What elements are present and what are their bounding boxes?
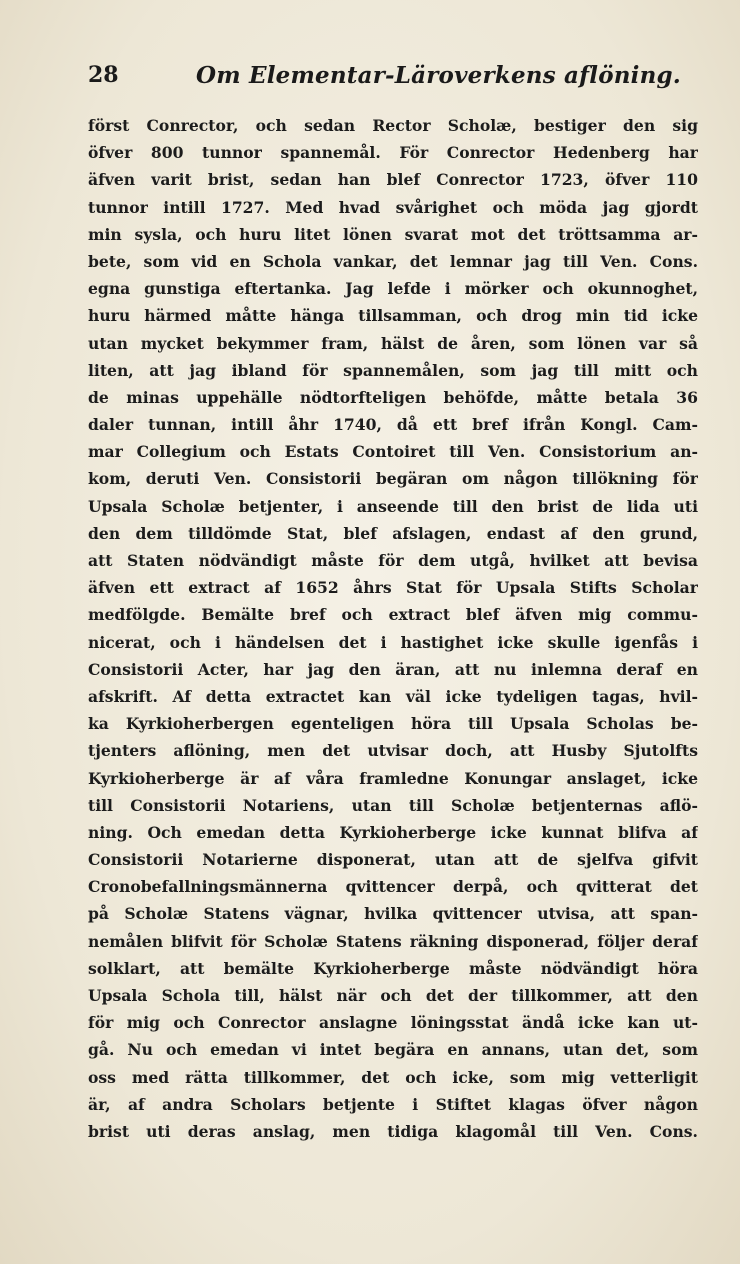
text-line: till Consistorii Notariens, utan till Scholæ betjenternas aflö-	[88, 795, 698, 815]
text-line: afskrift. Af detta extractet kan väl icke tydeligen tagas, hvil-	[88, 686, 698, 706]
text-line: tjenters aflöning, men det utvisar doch, att Husby Sjutolfts	[88, 741, 698, 761]
text-line: medfölgde. Bemälte bref och extract blef äfven mig commu-	[88, 605, 698, 625]
text-line: för mig och Conrector anslagne löningsstat ändå icke kan ut-	[88, 1013, 698, 1033]
text-line: ka Kyrkioherbergen egenteligen höra till Upsala Scholas be-	[88, 714, 698, 734]
text-line: Kyrkioherberge är af våra framledne Konungar anslaget, icke	[88, 768, 698, 788]
text-line: Cronobefallningsmännerna qvittencer derpå, och qvitterat det	[88, 877, 698, 897]
text-line: äfven ett extract af 1652 åhrs Stat för Upsala Stifts Scholar	[88, 578, 698, 598]
text-line: bete, som vid en Schola vankar, det lemnar jag till Ven. Cons.	[88, 251, 698, 271]
text-line: på Scholæ Statens vägnar, hvilka qvittencer utvisa, att span-	[88, 904, 698, 924]
text-line: kom, deruti Ven. Consistorii begäran om någon tillökning för	[88, 469, 698, 489]
text-line: de minas uppehälle nödtorfteligen behöfde, måtte betala 36	[88, 387, 698, 407]
text-line: utan mycket bekymmer fram, hälst de åren, som lönen var så	[88, 333, 698, 353]
text-line: att Staten nödvändigt måste för dem utgå, hvilket att bevisa	[88, 551, 698, 570]
text-line: ning. Och emedan detta Kyrkioherberge icke kunnat blifva af	[88, 822, 698, 842]
body-text	[88, 112, 698, 1145]
text-line: nemålen blifvit för Scholæ Statens räkning disponerad, följer deraf	[88, 931, 698, 951]
text-line: nicerat, och i händelsen det i hastighet icke skulle igenfås i	[88, 632, 698, 652]
text-line: oss med rätta tillkommer, det och icke, som mig vetterligit	[88, 1067, 698, 1087]
text-line: mar Collegium och Estats Contoiret till Ven. Consistorium an-	[88, 442, 698, 462]
text-line: Consistorii Notarierne disponerat, utan att de sjelfva gifvit	[88, 850, 698, 870]
text-line: Consistorii Acter, har jag den äran, att nu inlemna deraf en	[88, 659, 698, 679]
text-line: tunnor intill 1727. Med hvad svårighet och möda jag gjordt	[88, 197, 698, 217]
text-line: huru härmed måtte hänga tillsamman, och drog min tid icke	[88, 306, 698, 326]
text-line: min sysla, och huru litet lönen svarat mot det tröttsamma ar-	[88, 224, 698, 244]
text-line: solklart, att bemälte Kyrkioherberge måste nödvändigt höra	[88, 958, 698, 978]
text-line: gå. Nu och emedan vi intet begära en annans, utan det, som	[88, 1040, 698, 1060]
text-line: först Conrector, och sedan Rector Scholæ, bestiger den sig	[88, 116, 698, 135]
text-line: äfven varit brist, sedan han blef Conrector 1723, öfver 110	[88, 170, 698, 190]
text-line: den dem tilldömde Stat, blef afslagen, endast af den grund,	[88, 523, 698, 543]
text-line: brist uti deras anslag, men tidiga klagomål till Ven. Cons.	[88, 1121, 698, 1141]
text-line: daler tunnan, intill åhr 1740, då ett bref ifrån Kongl. Cam-	[88, 415, 698, 435]
text-line: är, af andra Scholars betjente i Stiftet klagas öfver någon	[88, 1094, 698, 1114]
text-line: egna gunstiga eftertanka. Jag lefde i mörker och okunnoghet,	[88, 279, 698, 299]
text-line: öfver 800 tunnor spannemål. För Conrector Hedenberg har	[88, 143, 698, 163]
text-line: liten, att jag ibland för spannemålen, som jag till mitt och	[88, 360, 698, 380]
page-number: 28	[88, 62, 119, 88]
running-title: Om Elementar-Läroverkens aflöning.	[196, 62, 682, 89]
page-header	[88, 62, 708, 102]
text-line: Upsala Scholæ betjenter, i anseende till den brist de lida uti	[88, 496, 698, 516]
text-line: Upsala Schola till, hälst när och det der tillkommer, att den	[88, 986, 698, 1005]
